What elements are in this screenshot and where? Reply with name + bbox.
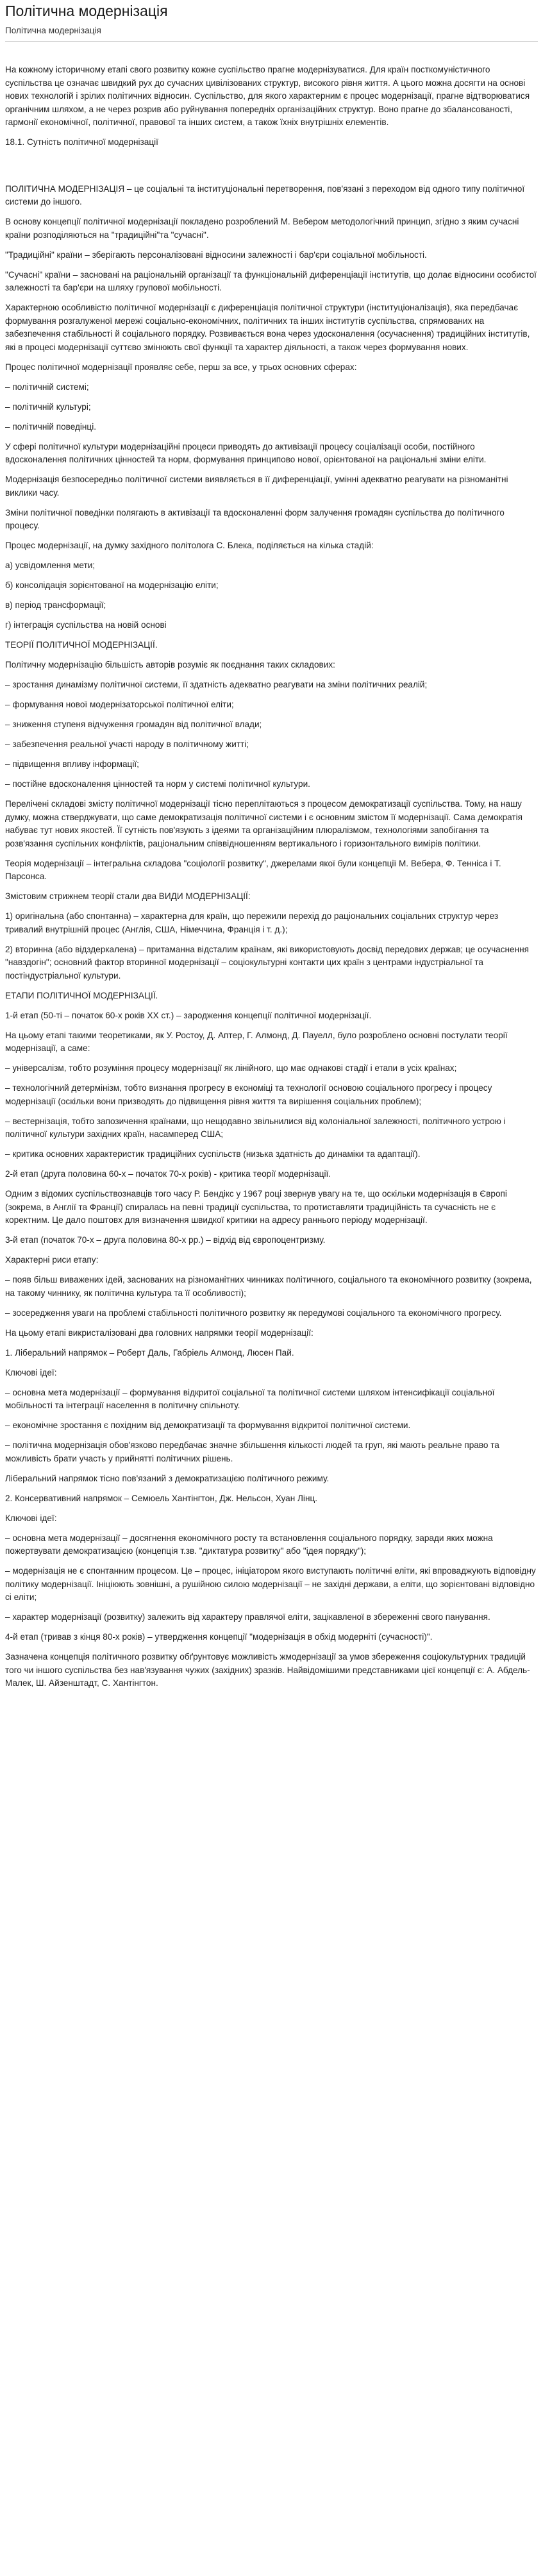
paragraph: 2. Консервативний напрямок – Семюель Хантінгтон, Дж. Нельсон, Хуан Лінц. xyxy=(5,1493,318,1503)
list-item: – політичній системі; xyxy=(5,382,89,392)
paragraph: 1. Ліберальний напрямок – Роберт Даль, Габріель Алмонд, Люсен Пай. xyxy=(5,1347,294,1358)
list-item: – політичній поведінці. xyxy=(5,421,97,432)
list-item: – підвищення впливу інформації; xyxy=(5,759,139,769)
paragraph: На цьому етапі такими теоретиками, як У. Ростоу, Д. Аптер, Г. Алмонд, Д. Пауелл, було розроблено основні постулати теорії модернізації, а саме: xyxy=(5,1030,508,1053)
paragraph: Ключові ідеї: xyxy=(5,1513,57,1523)
list-item: в) період трансформації; xyxy=(5,600,106,610)
list-item: а) усвідомлення мети; xyxy=(5,560,96,570)
list-item: – політичній культурі; xyxy=(5,401,91,412)
paragraph: У сфері політичної культури модернізаційні процеси приводять до активізації процесу соціалізації особи, постійного вдосконалення політичних цінностей та норм, формування принципово нової, орієнтованої на раціональні зміни еліти. xyxy=(5,441,487,464)
list-item: – формування нової модернізаторської політичної еліти; xyxy=(5,700,234,709)
paragraph: На цьому етапі викристалізовані два головних напрямки теорії модернізації: xyxy=(5,1327,313,1338)
paragraph: Зазначена концепція політичного розвитку обґрунтовує можливість жмодернізації за умов збереження соціокультурних традицій того чи іншого суспільства без нав'язування чужих (західних) зразків. Найвідомішими представниками цієї концепції є: А. Абдель-Малек, Ш. Айзенштадт, С. Хантінгтон. xyxy=(5,1652,530,1688)
paragraph: Політичну модернізацію більшість авторів розуміє як поєднання таких складових: xyxy=(5,660,335,669)
paragraph: 2-й етап (друга половина 60-х – початок 70-х років) - критика теорії модернізації. xyxy=(5,1169,331,1179)
list-item: – універсалізм, тобто розуміння процесу модернізації як лінійного, що має однакові стадії і етапи в усіх країнах; xyxy=(5,1063,457,1073)
list-item: – постійне вдосконалення цінностей та норм у системі політичної культури. xyxy=(5,779,310,789)
paragraph: Змістовим стрижнем теорії стали два ВИДИ МОДЕРНІЗАЦІЇ: xyxy=(5,891,251,901)
paragraph: Характерною особливістю політичної модернізації є диференціація політичної структури (інституціоналізація), яка передбачає формування розгалуженої мережі соціально-економічних, політичних та інших інститутів суспільства, спрямованих на забезпечення стабільності й соціального порядку. Розвивається вона через удосконалення (осучаснення) традиційних інститутів, які в процесі модернізації суттєво змінюють свої функції та характер діяльності, а також через формування нових. xyxy=(5,303,530,352)
paragraph: Ліберальний напрямок тісно пов'язаний з демократизацією політичного режиму. xyxy=(5,1473,330,1483)
paragraph: Процес модернізації, на думку західного політолога С. Блека, поділяється на кілька стадій: xyxy=(5,541,374,550)
paragraph: Процес політичної модернізації проявляє себе, перш за все, у трьох основних сферах: xyxy=(5,362,357,372)
list-item: 1) оригінальна (або спонтанна) – характерна для країн, що пережили перехід до раціональних соціальних структур через тривалий внутрішній процес (Англія, США, Німеччина, Франція і т. д.); xyxy=(5,911,499,934)
paragraph: 1-й етап (50-ті – початок 60-х років XX ст.) – зародження концепції політичної модернізації. xyxy=(5,1010,372,1020)
paragraph: Характерні риси етапу: xyxy=(5,1255,99,1265)
list-item: – вестернізація, тобто запозичення країнами, що нещодавно звільнилися від колоніальної залежності, політичного устрою і політичної культури західних країн, насамперед США; xyxy=(5,1116,506,1139)
list-item: – зниження ступеня відчуження громадян від політичної влади; xyxy=(5,720,262,729)
list-item: – зростання динамізму політичної системи, її здатність адекватно реагувати на зміни політичних реалій; xyxy=(5,680,428,689)
list-item: – критика основних характеристик традиційних суспільств (низька здатність до динаміки та адаптації). xyxy=(5,1149,421,1159)
list-item: – технологічний детермінізм, тобто визнання прогресу в економіці та технології основою соціального прогресу і процесу модернізації (оскільки вони призводять до підвищення рівня життя та вирішення соціальних проблем); xyxy=(5,1083,492,1106)
list-item: – появ більш виважених ідей, заснованих на різноманітних чинниках політичного, соціального та економічного розвитку (зокрема, на такому чиннику, як політична культура та її особливості); xyxy=(5,1275,532,1298)
page-subtitle: Політична модернізація xyxy=(5,26,101,35)
section-heading: ТЕОРІЇ ПОЛІТИЧНОЇ МОДЕРНІЗАЦІЇ. xyxy=(5,640,158,650)
paragraph: "Сучасні" країни – засновані на раціональній організації та функціональній диференціації інститутів, що долає відносини особистої залежності та бар'єри на шляху групової мобільності. xyxy=(5,269,537,292)
paragraph: Теорія модернізації – інтегральна складова "соціології розвитку", джерелами якої були концепції М. Вебера, Ф. Тенніса і Т. Парсонса. xyxy=(5,858,501,881)
paragraph: Модернізація безпосередньо політичної системи виявляється в її диференціації, умінні адекватно реагувати на різноманітні виклики часу. xyxy=(5,475,508,498)
list-item: – економічне зростання є похідним від демократизації та формування відкритої політичної системи. xyxy=(5,1420,411,1430)
paragraph: Перелічені складові змісту політичної модернізації тісно переплітаються з процесом демократизації суспільства. Тому, на нашу думку, можна стверджувати, що саме демократизація політичної системи і є основним змістом її модернізації. Сама демократія набуває тут нових якостей. Її сутність пов'язують з ідеями та організаційним плюралізмом, технологіями запобігання та розв'язання суспільних конфліктів, раціональним співвідношенням вертикального і горизонтального вимірів політики. xyxy=(5,799,523,848)
list-item: г) інтеграція суспільства на новій основі xyxy=(5,620,167,630)
paragraph: 3-й етап (початок 70-х – друга половина 80-х рр.) – відхід від європоцентризму. xyxy=(5,1235,326,1245)
list-item: – політична модернізація обов'язково передбачає значне збільшення кількості людей та груп, які мають реальне право та можливість брати участь у прийнятті політичних рішень. xyxy=(5,1440,499,1463)
paragraph: Зміни політичної поведінки полягають в активізації та вдосконаленні форм залучення громадян суспільства до політичного процесу. xyxy=(5,507,505,530)
page-title: Політична модернізація xyxy=(5,3,168,19)
list-item: б) консолідація зорієнтованої на модернізацію еліти; xyxy=(5,580,219,590)
list-item: – модернізація не є спонтанним процесом. Це – процес, ініціатором якого виступають політичні еліти, які впроваджують відповідну політику модернізації. Ініціюють зовнішні, а рушійною силою модернізації – не західні держави, а еліти, що зорієнтовані відповідно сі еліти; xyxy=(5,1566,536,1602)
list-item: – характер модернізації (розвитку) залежить від характеру правлячої еліти, зацікавленої в збереженні свого панування. xyxy=(5,1612,490,1622)
article-body xyxy=(5,42,538,1690)
section-heading: 18.1. Сутність політичної модернізації xyxy=(5,137,158,147)
paragraph: Одним з відомих суспільствознавців того часу Р. Бендікс у 1967 році звернув увагу на те, що оскільки модернізація в Європі (зокрема, в Англії та Франції) спиралась на певні традиції суспільства, то протиставляти традиційність та сучасність не є коректним. Це дало поштовх для визначення швидкої критики на адресу раннього періоду модернізації. xyxy=(5,1189,507,1225)
paragraph: ПОЛІТИЧНА МОДЕРНІЗАЦІЯ – це соціальні та інституціональні перетворення, пов'язані з переходом від одного типу політичної системи до іншого. xyxy=(5,183,525,206)
list-item: – основна мета модернізації – досягнення економічного росту та встановлення соціального порядку, заради яких можна пожертвувати демократизацією (концепція т.зв. "диктатура розвитку" або "ідея порядку"); xyxy=(5,1533,493,1556)
list-item: – зосередження уваги на проблемі стабільності політичного розвитку як передумові соціального та економічного прогресу. xyxy=(5,1308,502,1318)
paragraph: В основу концепції політичної модернізації покладено розроблений М. Вебером методологічний принцип, згідно з яким сучасні країни розподіляються на "традиційні"та "сучасні". xyxy=(5,217,519,240)
list-item: – забезпечення реальної участі народу в політичному житті; xyxy=(5,739,249,749)
section-heading: ЕТАПИ ПОЛІТИЧНОЇ МОДЕРНІЗАЦІЇ. xyxy=(5,990,158,1000)
paragraph: Ключові ідеї: xyxy=(5,1367,57,1377)
paragraph: "Традиційні" країни – зберігають персоналізовані відносини залежності і бар'єри соціальної мобільності. xyxy=(5,249,427,260)
paragraph: 4-й етап (тривав з кінця 80-х років) – утвердження концепції "модернізація в обхід модерніті (сучасності)". xyxy=(5,1632,433,1642)
list-item: – основна мета модернізації – формування відкритої соціальної та політичної системи шляхом інтенсифікації соціальної мобільності та інтеграції населення в політичну спільноту. xyxy=(5,1387,495,1410)
list-item: 2) вторинна (або відздеркалена) – притаманна відсталим країнам, які використовують досвід передових держав; це осучаснення "навздогін"; основний фактор вторинної модернізації – соціокультурні контакти цих країн з центрами індустріальної та постіндустріальної культури. xyxy=(5,944,529,981)
paragraph: На кожному історичному етапі свого розвитку кожне суспільство прагне модернізуватися. Для країн посткомуністичного суспільства це означає швидкий рух до сучасних цивілізованих структур, високого рівня життя. А цього можна досягти на основі нових технологій і зрілих політичних відносин. Суспільство, для якого характерним є процес модернізації, прагне відтворюватися органічним шляхом, а не через розрив або руйнування попередніх організаційних структур. Воно прагне до збалансованості, гармонії економічної, політичної, правової та інших систем, а також їхніх внутрішніх елементів. xyxy=(5,65,530,127)
